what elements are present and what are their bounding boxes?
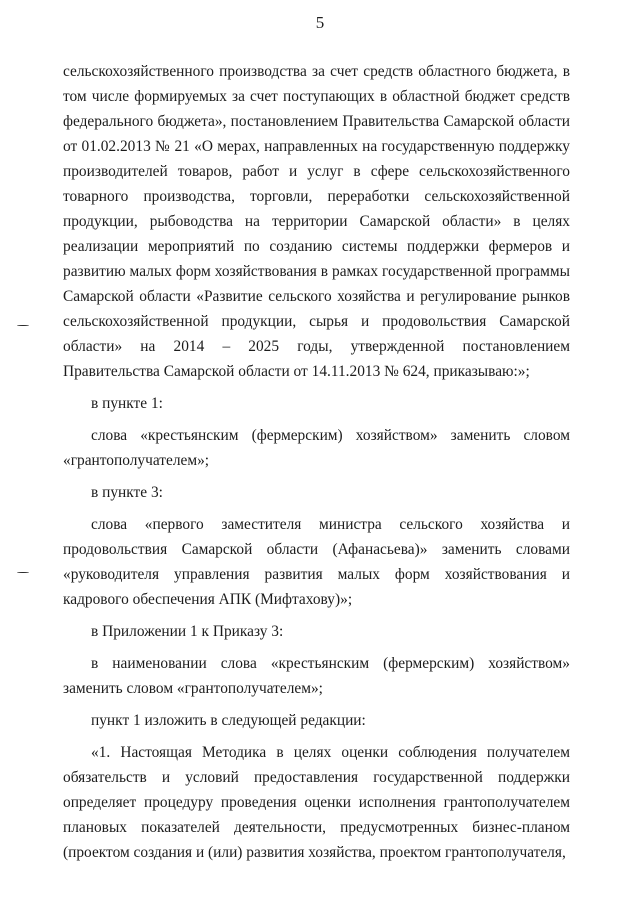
document-body [63,59,570,865]
paragraph-methodology-text: «1. Настоящая Методика в целях оценки соблюдения получателем обязательств и условий предоставления государственной поддержки определяет процедуру проведения оценки исполнения грантополучателем плановых показателей деятельности, предусмотренных бизнес-планом (проектом создания и (или) развития хозяйства, проектом грантополучателя, [63,744,570,861]
paragraph-continuation: сельскохозяйственного производства за счет средств областного бюджета, в том числе формируемых за счет поступающих в областной бюджет средств федерального бюджета», постановлением Правительства Самарской области от 01.02.2013 № 21 «О мерах, направленных на государственную поддержку производителей товаров, работ и услуг в сфере сельскохозяйственного товарного производства, торговли, переработки сельскохозяйственной продукции, рыбоводства на территории Самарской области» в целях реализации мероприятий по созданию системы поддержки фермеров и развитию малых форм хозяйствования в рамках государственной программы Самарской области «Развитие сельского хозяйства и регулирование рынков сельскохозяйственной продукции, сырья и продовольствия Самарской области» на 2014 – 2025 годы, утвержденной постановлением Правительства Самарской области от 14.11.2013 № 624, приказываю:»; [63,63,570,380]
paragraph-item-1-change: слова «крестьянским (фермерским) хозяйством» заменить словом «грантополучателем»; [63,427,570,469]
margin-mark-bottom [17,572,29,573]
paragraph-appendix-heading: в Приложении 1 к Приказу 3: [91,623,284,640]
paragraph-item-1-heading: в пункте 1: [91,395,163,412]
margin-mark-top [17,325,29,326]
paragraph-appendix-title-change: в наименовании слова «крестьянским (фермерским) хозяйством» заменить словом «грантополучателем»; [63,655,570,697]
paragraph-item-3-change: слова «первого заместителя министра сельского хозяйства и продовольствия Самарской области (Афанасьева)» заменить словами «руководителя управления развития малых форм хозяйствования и кадрового обеспечения АПК (Мифтахову)»; [63,516,570,608]
paragraph-item-3-heading: в пункте 3: [91,484,163,501]
paragraph-item-1-new-wording: пункт 1 изложить в следующей редакции: [91,712,366,729]
page-number: 5 [315,13,325,32]
